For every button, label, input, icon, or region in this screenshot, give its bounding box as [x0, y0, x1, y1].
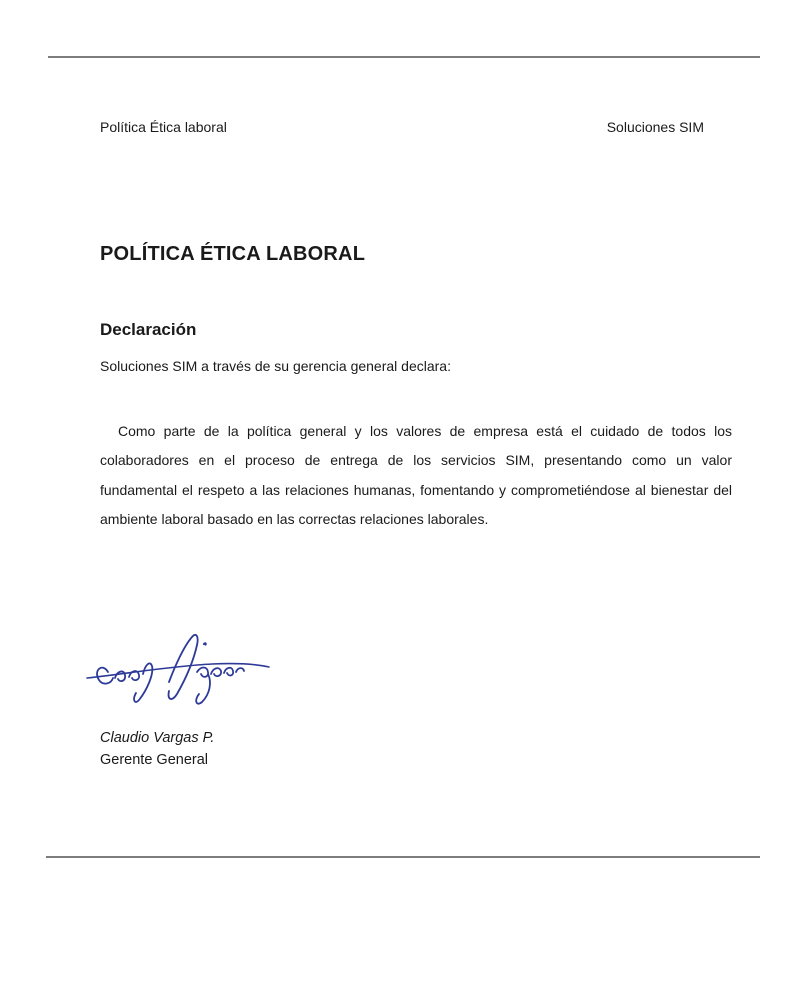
document-header	[100, 119, 732, 136]
top-horizontal-rule	[48, 56, 760, 58]
paragraph-line: ambiente laboral basado en las correctas relaciones laborales.	[100, 511, 489, 528]
body-paragraph	[100, 417, 732, 535]
signer-role: Gerente General	[100, 752, 209, 768]
bottom-horizontal-rule	[46, 856, 760, 858]
signer-name: Claudio Vargas P.	[100, 730, 215, 746]
signature-icon	[84, 630, 272, 712]
paragraph-line: Como parte de la política general y los valores de empresa está el cuidado de todos los	[118, 423, 732, 439]
document-title: POLÍTICA ÉTICA LABORAL	[100, 243, 366, 265]
paragraph-line: fundamental el respeto a las relaciones humanas, fomentando y comprometiéndose al bienestar del	[100, 481, 732, 498]
header-right-text: Soluciones SIM	[606, 119, 704, 135]
declaration-intro-line: Soluciones SIM a través de su gerencia general declara:	[100, 358, 451, 374]
paragraph-line: colaboradores en el proceso de entrega de los servicios SIM, presentando como un valor	[100, 452, 732, 469]
header-left-text: Política Ética laboral	[100, 119, 227, 135]
section-heading: Declaración	[100, 320, 197, 339]
